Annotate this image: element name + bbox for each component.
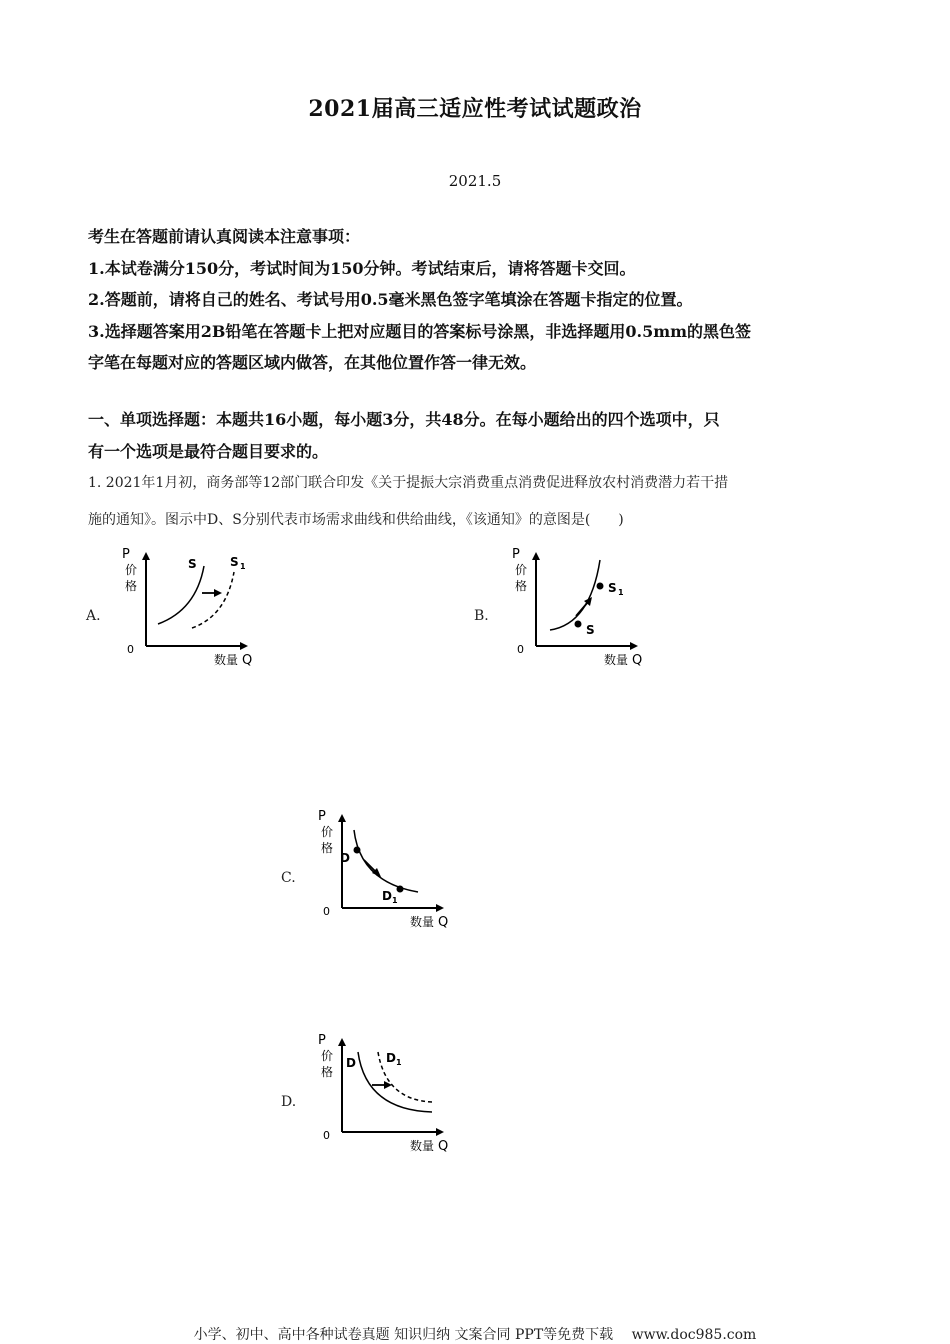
price-char-1: 价 — [515, 563, 528, 577]
quantity-label: 数量 — [604, 653, 629, 667]
notice-item-3: 3.选择题答案用2B铅笔在答题卡上把对应题目的答案标号涂黑，非选择题用0.5mm的黑色签 — [88, 322, 752, 341]
price-char-1: 价 — [125, 563, 138, 577]
option-a-graph — [118, 544, 268, 676]
curve-s1-label: S — [230, 555, 239, 569]
option-b-label: B. — [474, 608, 489, 624]
p-label: P — [318, 1033, 326, 1048]
option-c-graph — [314, 806, 464, 938]
shift-arrow-head — [214, 589, 222, 597]
x-axis-arrow — [436, 904, 444, 912]
quantity-label: 数量 — [410, 1139, 435, 1153]
x-axis-arrow — [436, 1128, 444, 1136]
shift-arrow-head — [384, 1081, 392, 1089]
point-s — [575, 621, 582, 628]
p-label: P — [512, 547, 520, 562]
price-char-1: 价 — [321, 825, 334, 839]
section-heading-line2: 有一个选项是最符合题目要求的。 — [88, 442, 329, 461]
option-d-graph — [314, 1030, 464, 1162]
price-char-2: 格 — [515, 579, 528, 593]
y-axis-arrow — [142, 552, 150, 560]
point-s1-label: S — [608, 581, 617, 595]
q-label: Q — [438, 1139, 449, 1154]
y-axis-arrow — [532, 552, 540, 560]
origin-label: 0 — [323, 1129, 330, 1142]
supply-curve — [550, 560, 600, 630]
question-1-line1: 1. 2021年1月初，商务部等12部门联合印发《关于提振大宗消费重点消费促进释放农村消费潜力若干措 — [88, 475, 729, 491]
point-d1 — [397, 886, 404, 893]
quantity-label: 数量 — [214, 653, 239, 667]
p-label: P — [122, 547, 130, 562]
origin-label: 0 — [127, 643, 134, 656]
price-char-2: 格 — [125, 579, 138, 593]
p-label: P — [318, 809, 326, 824]
point-s1-sub: 1 — [618, 588, 624, 597]
notice-item-2: 2.答题前，请将自己的姓名、考试号用0.5毫米黑色签字笔填涂在答题卡指定的位置。 — [88, 290, 693, 309]
point-d1-sub: 1 — [392, 896, 398, 905]
y-axis-arrow — [338, 1038, 346, 1046]
point-d-label: D — [340, 851, 350, 865]
q-label: Q — [632, 653, 643, 668]
option-d-label: D. — [281, 1094, 297, 1110]
supply-curve-s — [158, 566, 204, 624]
supply-curve-s1 — [192, 572, 234, 628]
exam-date: 2021.5 — [448, 172, 502, 190]
notice-heading: 考生在答题前请认真阅读本注意事项： — [88, 227, 361, 246]
page-footer: 小学、初中、高中各种试卷真题 知识归纳 文案合同 PPT等免费下载 www.doc985.com — [193, 1327, 757, 1343]
price-char-2: 格 — [321, 1065, 334, 1079]
section-heading-line1: 一、单项选择题：本题共16小题，每小题3分，共48分。在每小题给出的四个选项中，只 — [88, 410, 720, 429]
move-arrow-line — [576, 602, 588, 616]
curve-s1-sub: 1 — [240, 562, 246, 571]
question-1-line2: 施的通知》。图示中D、S分别代表市场需求曲线和供给曲线，《该通知》的意图是( ) — [88, 512, 624, 528]
q-label: Q — [438, 915, 449, 930]
curve-d-label: D — [346, 1056, 356, 1070]
origin-label: 0 — [323, 905, 330, 918]
x-axis-arrow — [630, 642, 638, 650]
price-char-2: 格 — [321, 841, 334, 855]
origin-label: 0 — [517, 643, 524, 656]
curve-s-label: S — [188, 557, 197, 571]
option-a-label: A. — [86, 608, 101, 624]
curve-d1-label: D — [386, 1051, 396, 1065]
point-s-label: S — [586, 623, 595, 637]
option-b-graph — [508, 544, 658, 676]
y-axis-arrow — [338, 814, 346, 822]
demand-curve — [354, 830, 418, 892]
point-d1-label: D — [382, 889, 392, 903]
notice-item-1: 1.本试卷满分150分，考试时间为150分钟。考试结束后，请将答题卡交回。 — [88, 259, 636, 278]
q-label: Q — [242, 653, 253, 668]
page-title: 2021届高三适应性考试试题政治 — [308, 96, 642, 122]
move-arrow-line — [364, 860, 376, 872]
curve-d1-sub: 1 — [396, 1058, 402, 1067]
point-d — [354, 847, 361, 854]
notice-item-3-cont: 字笔在每题对应的答题区域内做答，在其他位置作答一律无效。 — [88, 353, 537, 372]
x-axis-arrow — [240, 642, 248, 650]
quantity-label: 数量 — [410, 915, 435, 929]
price-char-1: 价 — [321, 1049, 334, 1063]
point-s1 — [597, 583, 604, 590]
option-c-label: C. — [281, 870, 296, 886]
